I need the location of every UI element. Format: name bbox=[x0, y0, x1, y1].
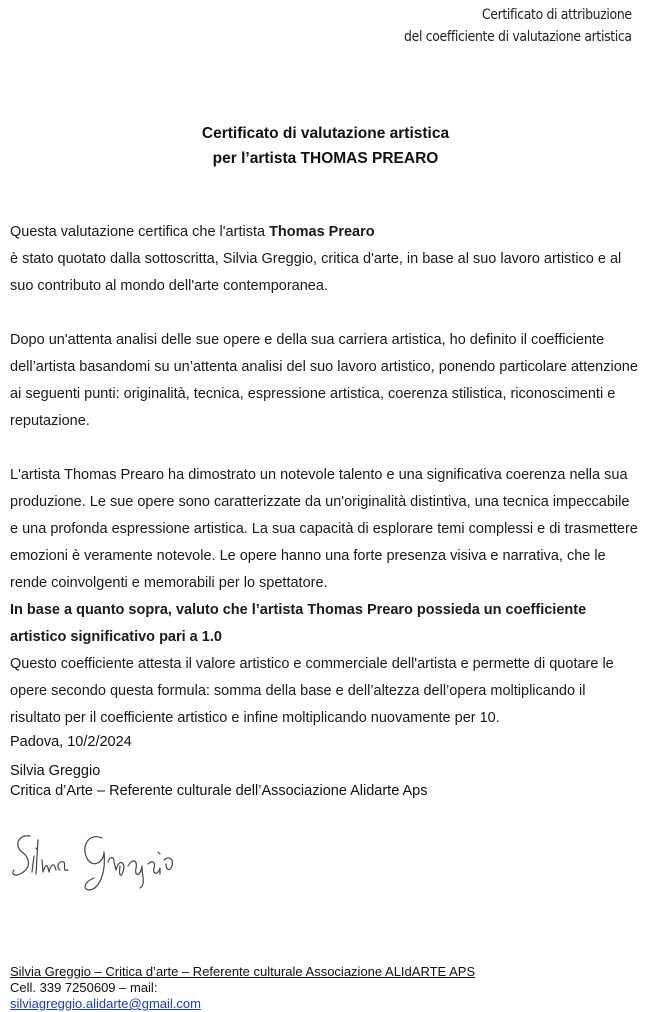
handwritten-signature bbox=[8, 826, 188, 896]
document-title bbox=[0, 121, 651, 171]
document-footer bbox=[10, 964, 475, 1012]
title-line-1: Certificato di valutazione artistica bbox=[201, 125, 450, 142]
document-header bbox=[404, 4, 632, 48]
document-body bbox=[10, 219, 638, 732]
paragraph-intro bbox=[10, 219, 638, 246]
email-link[interactable]: silviagreggio.alidarte@gmail.com bbox=[10, 996, 201, 1011]
artist-name: Thomas Prearo bbox=[269, 224, 375, 240]
header-line-1: Certificato di attribuzione bbox=[482, 7, 632, 23]
paragraph-evaluation: L'artista Thomas Prearo ha dimostrato un notevole talento e una significativa coerenza nella sua produzione. Le sue opere sono caratterizzate da un'originalità distintiva, una tecnica impeccabile e una profonda espressione artistica. La sua capacità di esplorare temi complessi e di trasmettere emozioni è veramente notevole. Le opere hanno una forte presenza visiva e narrativa, che le rende coinvolgenti e memorabili per lo spettatore. bbox=[10, 467, 638, 591]
title-line-2: per l’artista THOMAS PREARO bbox=[212, 150, 439, 167]
header-line-2: del coefficiente di valutazione artistica bbox=[404, 29, 632, 45]
paragraph-coefficient: In base a quanto sopra, valuto che l’artista Thomas Prearo possieda un coefficiente artistico significativo pari a 1.0 bbox=[10, 602, 587, 645]
signer-role: Critica d’Arte – Referente culturale dell’Associazione Alidarte Aps bbox=[10, 783, 428, 799]
intro-text: Questa valutazione certifica che l'artista bbox=[10, 224, 270, 240]
footer-line-1: Silvia Greggio – Critica d’arte – Referente culturale Associazione ALIdARTE APS bbox=[10, 964, 476, 979]
place-date: Padova, 10/2/2024 bbox=[10, 734, 132, 750]
paragraph-formula: Questo coefficiente attesta il valore artistico e commerciale dell'artista e permette di quotare le opere secondo questa formula: somma della base e dell’altezza dell’opera moltiplicando il risultato per il coefficiente artistico e infine moltiplicando nuovamente per 10. bbox=[10, 656, 614, 726]
signer-name: Silvia Greggio bbox=[10, 763, 101, 779]
paragraph-intro-rest: è stato quotato dalla sottoscritta, Silvia Greggio, critica d'arte, in base al suo lavoro artistico e al suo contributo al mondo dell'arte contemporanea. bbox=[10, 251, 622, 294]
footer-phone: Cell. 339 7250609 – mail: bbox=[10, 980, 158, 995]
footer-line-2 bbox=[10, 980, 475, 1012]
paragraph-analysis: Dopo un'attenta analisi delle sue opere e della sua carriera artistica, ho definito il coefficiente dell’artista basandomi su un’attenta analisi del suo lavoro artistico, ponendo particolare attenzione ai seguenti punti: originalità, tecnica, espressione artistica, coerenza stilistica, riconoscimenti e reputazione. bbox=[10, 332, 638, 429]
signer-block bbox=[10, 761, 428, 801]
